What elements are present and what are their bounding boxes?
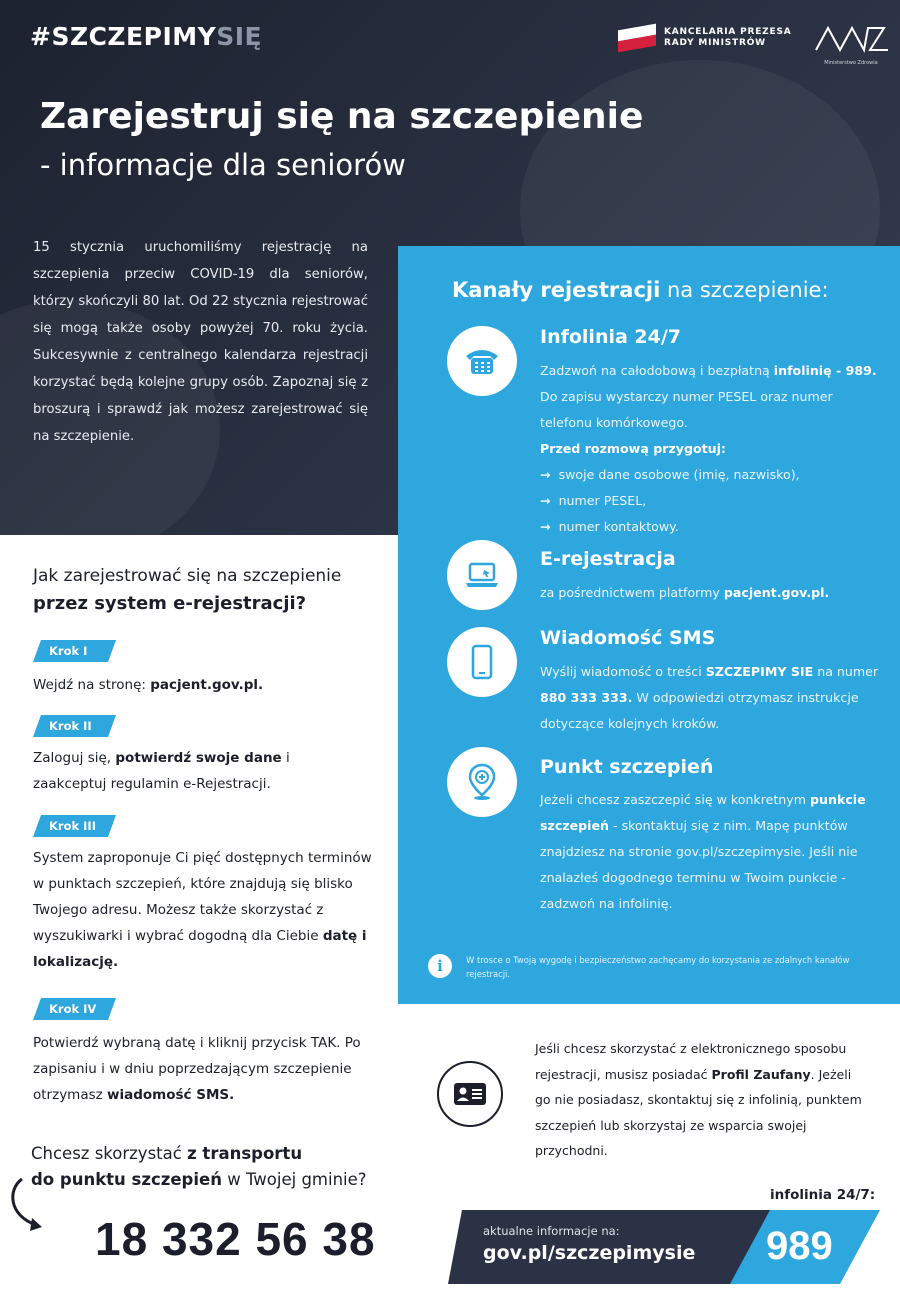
- hashtag-logo: #SZCZEPIMYSIĘ: [30, 22, 263, 51]
- transport-question: Chcesz skorzystać z transportu do punktu szczepień w Twojej gminie?: [31, 1144, 367, 1189]
- panel-title: Kanały rejestracji na szczepienie:: [452, 278, 829, 302]
- infolinia-label: infolinia 24/7:: [770, 1187, 876, 1203]
- polish-flag-icon: [618, 27, 656, 49]
- steps-heading: Jak zarejestrować się na szczepienie przez system e-rejestracji?: [33, 566, 342, 614]
- footer-info-caption: aktualne informacje na:: [483, 1224, 620, 1238]
- erejestracja-body: za pośrednictwem platformy pacjent.gov.pl.: [540, 585, 830, 600]
- step-3-badge: Krok III: [33, 815, 116, 837]
- step-2-badge: Krok II: [33, 715, 116, 737]
- mz-mark-icon: [812, 20, 890, 56]
- infolinia-body: Zadzwoń na całodobową i bezpłatną infolinię - 989. Do zapisu wystarczy numer PESEL oraz numer telefonu komórkowego. Przed rozmową przygotuj: → swoje dane osobowe (imię, nazwisko), → numer PESEL, → numer kontaktowy.: [540, 358, 885, 540]
- prep-item: → numer PESEL,: [540, 488, 885, 514]
- prep-item: → numer kontaktowy.: [540, 514, 885, 540]
- ministry-logo: Ministerstwo Zdrowia: [812, 20, 890, 70]
- id-card-icon: [437, 1061, 503, 1127]
- page-title: Zarejestruj się na szczepienie: [40, 96, 644, 137]
- kprm-logo: KANCELARIA PREZESA RADY MINISTRÓW: [618, 27, 792, 49]
- sms-body: Wyślij wiadomość o treści SZCZEPIMY SIE na numer 880 333 333. W odpowiedzi otrzymasz instrukcje dotyczące kolejnych kroków.: [540, 664, 879, 731]
- footer-url: gov.pl/szczepimysie: [483, 1242, 696, 1264]
- infolinia-title: Infolinia 24/7: [540, 326, 682, 348]
- step-1-text: Wejdź na stronę: pacjent.gov.pl.: [33, 677, 264, 693]
- sms-title: Wiadomość SMS: [540, 627, 716, 649]
- phone-icon: [447, 326, 517, 396]
- smartphone-icon: [447, 627, 517, 697]
- profil-zaufany-text: Jeśli chcesz skorzystać z elektronicznego sposobu rejestracji, musisz posiadać Profil Zaufany. Jeżeli go nie posiadasz, skontaktuj się z infolinią, punktem szczepień lub skorzystaj ze wsparcia swojej przychodni.: [535, 1041, 862, 1158]
- erejestracja-title: E-rejestracja: [540, 548, 676, 570]
- laptop-icon: [447, 540, 517, 610]
- punkt-title: Punkt szczepień: [540, 756, 714, 778]
- intro-paragraph: 15 stycznia uruchomiliśmy rejestrację na szczepienia przeciw COVID-19 dla seniorów, którzy skończyli 80 lat. Od 22 stycznia rejestrować się mogą także osoby powyżej 70. roku życia. Sukcesywnie z centralnego kalendarza rejestracji korzystać będą kolejne grupy osób. Zapoznaj się z broszurą i sprawdź jak możesz zarejestrować się na szczepienie.: [33, 240, 368, 444]
- step-4-text: Potwierdź wybraną datę i kliknij przycisk TAK. Po zapisaniu i w dniu poprzedzającym szczepienie otrzymasz wiadomość SMS.: [33, 1035, 361, 1103]
- remote-channels-note: W trosce o Twoją wygodę i bezpieczeństwo zachęcamy do korzystania ze zdalnych kanałów rejestracji.: [466, 955, 850, 979]
- prep-item: → swoje dane osobowe (imię, nazwisko),: [540, 462, 885, 488]
- punkt-body: Jeżeli chcesz zaszczepić się w konkretnym punkcie szczepień - skontaktuj się z nim. Mapę punktów znajdziesz na stronie gov.pl/szczepimysie. Jeśli nie znalazłeś dogodnego terminu w Twoim punkcie - zadzwoń na infolinię.: [540, 792, 866, 911]
- location-pin-icon: [447, 747, 517, 817]
- curved-arrow-icon: [6, 1175, 56, 1235]
- step-3-text: System zaproponuje Ci pięć dostępnych terminów w punktach szczepień, które znajdują się blisko Twojego adresu. Możesz także skorzystać z wyszukiwarki i wybrać dogodną dla Ciebie datę i lokalizację.: [33, 850, 372, 970]
- helpline-number: 989: [766, 1224, 833, 1268]
- step-4-badge: Krok IV: [33, 998, 116, 1020]
- transport-phone-number: 18 332 56 38: [95, 1213, 376, 1265]
- page-subtitle: - informacje dla seniorów: [40, 148, 406, 182]
- info-icon: i: [428, 954, 452, 978]
- step-1-badge: Krok I: [33, 640, 116, 662]
- step-2-text: Zaloguj się, potwierdź swoje dane i zaakceptuj regulamin e-Rejestracji.: [33, 750, 290, 792]
